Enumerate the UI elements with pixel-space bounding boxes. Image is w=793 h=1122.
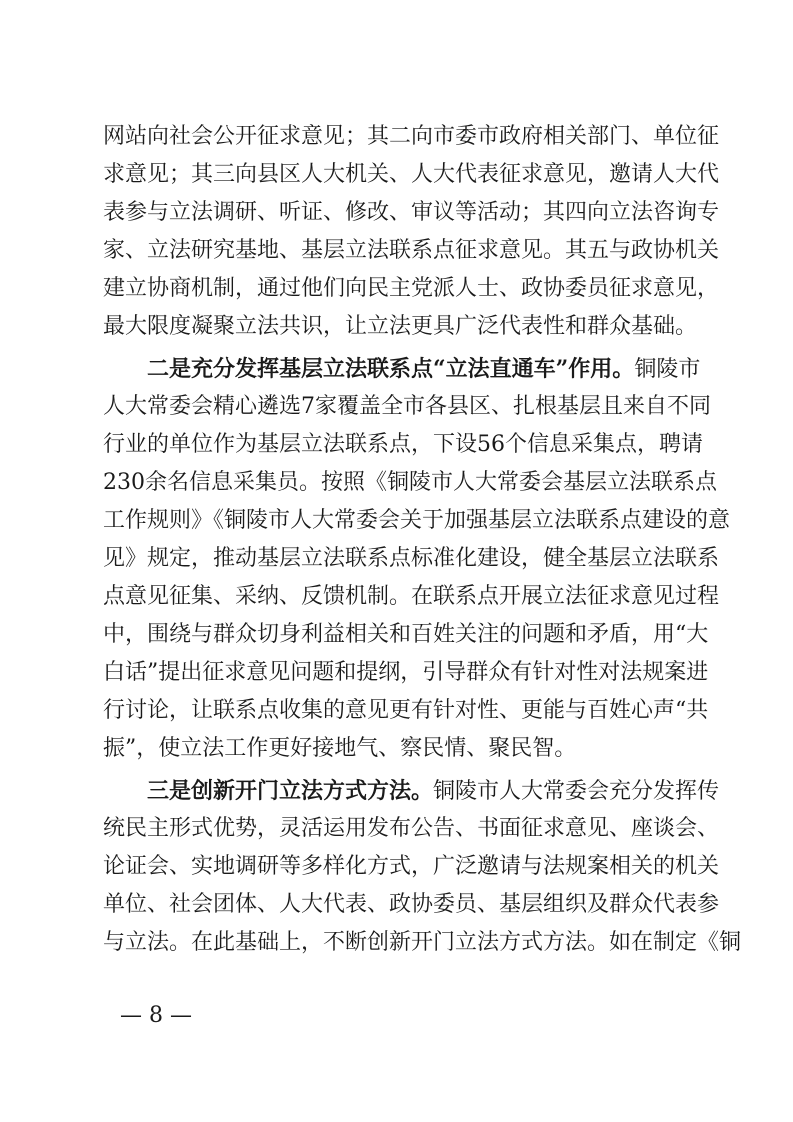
text-line: 最大限度凝聚立法共识，让立法更具广泛代表性和群众基础。	[103, 314, 698, 339]
paragraph-heading: 三是创新开门立法方式方法。	[147, 778, 434, 804]
text-line: 与立法。在此基础上，不断创新开门立法方式方法。如在制定《铜	[103, 930, 742, 955]
paragraph-1	[103, 118, 720, 346]
text-line: 求意见；其三向县区人大机关、人大代表征求意见，邀请人大代	[103, 162, 720, 187]
text-line: 表参与立法调研、听证、修改、审议等活动；其四向立法咨询专	[103, 200, 720, 225]
text-line: 行业的单位作为基层立法联系点，下设56个信息采集点，聘请	[103, 432, 703, 457]
text-line: 单位、社会团体、人大代表、政协委员、基层组织及群众代表参	[103, 892, 720, 917]
body-text	[103, 118, 742, 962]
text-line: 建立协商机制，通过他们向民主党派人士、政协委员征求意见，	[103, 276, 720, 301]
page-number: — 8 —	[120, 1003, 192, 1028]
text-line: 白话”提出征求意见问题和提纲，引导群众有针对性对法规案进	[103, 660, 709, 685]
text-line: 统民主形式优势，灵活运用发布公告、书面征求意见、座谈会、	[103, 816, 720, 841]
text-line: 230余名信息采集员。按照《铜陵市人大常委会基层立法联系点	[103, 470, 717, 495]
text-line: 点意见征集、采纳、反馈机制。在联系点开展立法征求意见过程	[103, 584, 720, 609]
text-fragment: 铜陵市人大常委会充分发挥传	[433, 779, 720, 804]
paragraph-2	[103, 350, 731, 768]
text-line: 家、立法研究基地、基层立法联系点征求意见。其五与政协机关	[103, 238, 720, 263]
text-line: 中，围绕与群众切身利益相关和百姓关注的问题和矛盾，用“大	[103, 622, 709, 647]
text-line: 振”，使立法工作更好接地气、察民情、聚民智。	[103, 736, 577, 761]
text-line: 见》规定，推动基层立法联系点标准化建设，健全基层立法联系	[103, 546, 720, 571]
text-line: 行讨论，让联系点收集的意见更有针对性、更能与百姓心声“共	[103, 698, 709, 723]
text-line	[103, 350, 701, 388]
paragraph-3	[103, 772, 742, 962]
text-line: 论证会、实地调研等多样化方式，广泛邀请与法规案相关的机关	[103, 854, 720, 879]
text-line: 网站向社会公开征求意见；其二向市委市政府相关部门、单位征	[103, 124, 720, 149]
text-line: 人大常委会精心遴选7家覆盖全市各县区、扎根基层且来自不同	[103, 394, 711, 419]
text-line: 工作规则》《铜陵市人大常委会关于加强基层立法联系点建设的意	[103, 508, 731, 533]
paragraph-heading: 二是充分发挥基层立法联系点“立法直通车”作用。	[147, 356, 635, 382]
text-line	[103, 772, 720, 810]
text-fragment: 铜陵市	[634, 357, 701, 382]
